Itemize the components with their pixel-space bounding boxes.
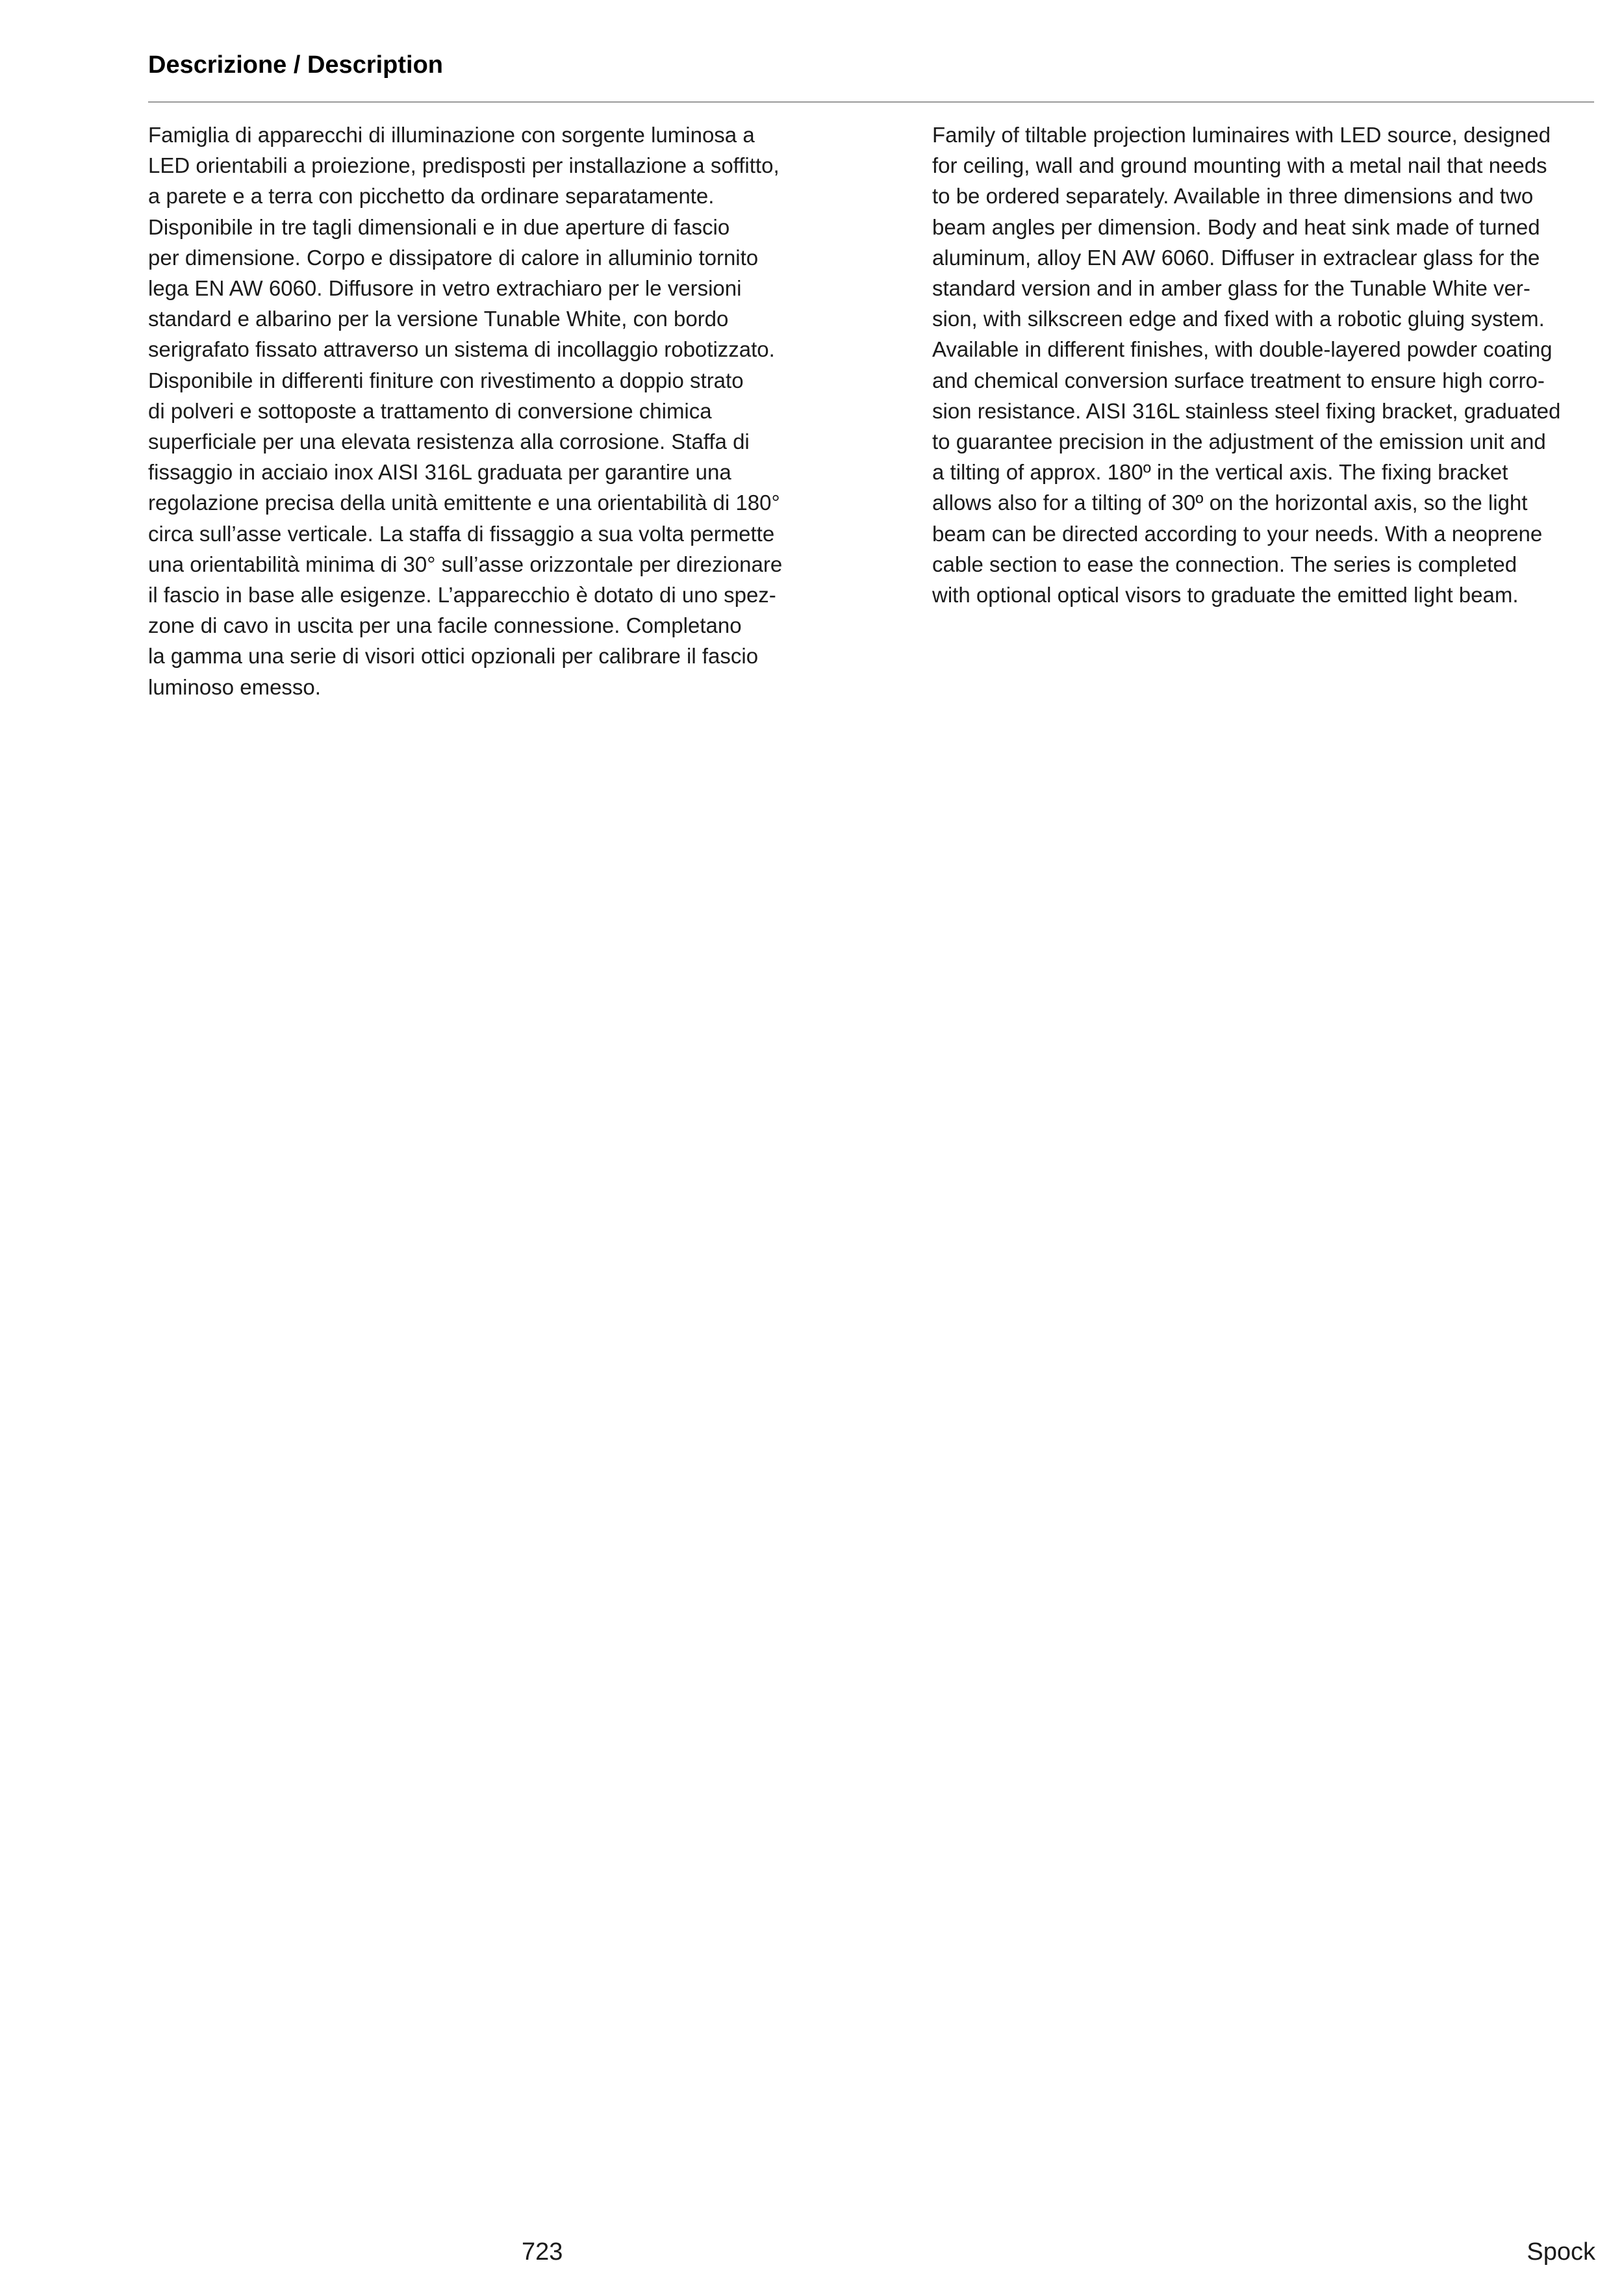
- page-number: 723: [522, 2238, 563, 2266]
- series-name: Spock: [1527, 2238, 1595, 2266]
- description-english: Family of tiltable projection luminaires with LED source, designed for ceiling, wall and ground mounting with a metal nail that needs to be ordered separately. Available in three dimensions and two beam angles per dimension. Body and heat sink made of turned aluminum, alloy EN AW 6060. Diffuser in extraclear glass for the standard version and in amber glass for the Tunable White ver- sion, with silkscreen edge and fixed with a robotic gluing system. Available in different finishes, with double-layered powder coating and chemical conversion surface treatment to ensure high corro- sion resistance. AISI 316L stainless steel fixing bracket, graduated to guarantee precision in the adjustment of the emission unit and a tilting of approx. 180º in the vertical axis. The fixing bracket allows also for a tilting of 30º on the horizontal axis, so the light beam can be directed according to your needs. With a neoprene cable section to ease the connection. The series is completed with optional optical visors to graduate the emitted light beam.: [932, 123, 1561, 607]
- section-heading: Descrizione / Description: [148, 51, 444, 79]
- description-italian: Famiglia di apparecchi di illuminazione con sorgente luminosa a LED orientabili a proiezione, predisposti per installazione a soffitto, a parete e a terra con picchetto da ordinare separatamente. Disponibile in tre tagli dimensionali e in due aperture di fascio per dimensione. Corpo e dissipatore di calore in alluminio tornito lega EN AW 6060. Diffusore in vetro extrachiaro per le versioni standard e albarino per la versione Tunable White, con bordo serigrafato fissato attraverso un sistema di incollaggio robotizzato. Disponibile in differenti finiture con rivestimento a doppio strato di polveri e sottoposte a trattamento di conversione chimica superficiale per una elevata resistenza alla corrosione. Staffa di fissaggio in acciaio inox AISI 316L graduata per garantire una regolazione precisa della unità emittente e una orientabilità di 180° circa sull’asse verticale. La staffa di fissaggio a sua volta permette una orientabilità minima di 30° sull’asse orizzontale per direzionare il fascio in base alle esigenze. L’apparecchio è dotato di uno spez- zone di cavo in uscita per una facile connessione. Completano la gamma una serie di visori ottici opzionali per calibrare il fascio luminoso emesso.: [148, 123, 783, 699]
- heading-divider: [148, 101, 1594, 103]
